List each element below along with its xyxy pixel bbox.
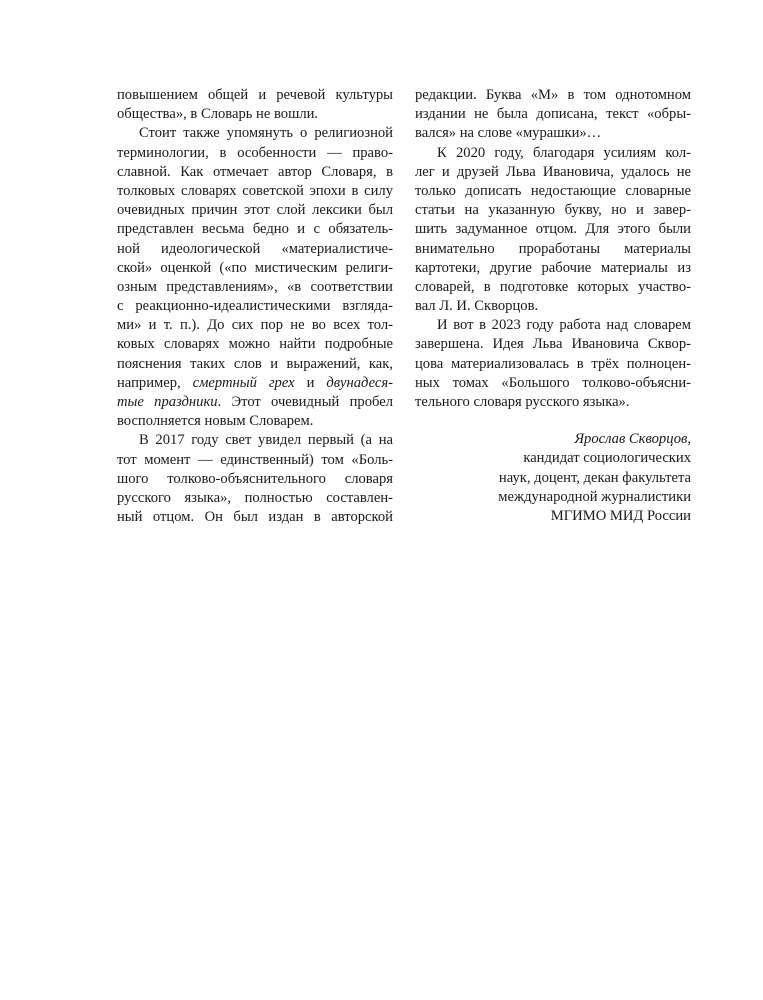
text-line: очевидных причин этот слой лексики был <box>117 202 393 219</box>
text-line: ный отцом. Он был издан в авторской <box>117 509 393 526</box>
paragraph-5 <box>415 144 691 317</box>
text-line: русского языка», полностью составлен- <box>117 489 393 506</box>
author-credentials: наук, доцент, декан факультета <box>498 469 691 486</box>
paragraph-6 <box>415 316 691 412</box>
author-credentials: международной журналистики <box>498 488 691 505</box>
italic-term: смертный грех <box>192 374 295 391</box>
text-line: ми» и т. п.). До сих пор не во всех тол- <box>117 317 393 334</box>
text-line: редакции. Буква «М» в том однотомном <box>415 87 691 103</box>
author-name-line <box>415 430 691 449</box>
text-line: общества», в Словарь не вошли. <box>117 106 319 123</box>
text-line: цова материализовалась в трёх полноцен- <box>415 355 691 372</box>
text-line: И вот в 2023 году работа над словарем <box>437 317 691 334</box>
text-line: шить задуманное отцом. Для этого были <box>415 221 691 238</box>
italic-term: двунадеся- <box>326 374 394 391</box>
italic-term: тые праздники <box>117 394 218 410</box>
text-run: и <box>306 374 315 391</box>
text-line: картотеки, другие рабочие материалы из <box>415 259 691 276</box>
text-line: толковых словарях советской эпохи в силу <box>117 182 393 199</box>
paragraph-2 <box>117 124 393 431</box>
text-line: завершена. Идея Льва Ивановича Сквор- <box>415 336 691 353</box>
text-line: только дописать недостающие словарные <box>415 182 691 199</box>
text-line: В 2017 году свет увидел первый (а на <box>139 432 393 449</box>
text-line: восполняется новым Словарем. <box>117 413 314 430</box>
text-line: ных томах «Большого толково-объясни- <box>415 374 691 391</box>
left-column <box>117 86 393 527</box>
text-run: например, <box>117 374 181 391</box>
text-line: пояснения таких слов и выражений, как, <box>117 355 393 372</box>
text-line: с реакционно-идеалистическими взгляда- <box>117 298 393 315</box>
text-line: вал Л. И. Скворцов. <box>415 298 539 315</box>
text-line: К 2020 году, благодаря усилиям кол- <box>437 144 691 161</box>
text-line: ковых словарях можно найти подробные <box>117 336 393 353</box>
text-line: внимательно проработаны материалы <box>415 240 691 257</box>
text-line: вался» на слове «мурашки»… <box>415 125 602 142</box>
text-line: лег и друзей Льва Ивановича, удалось не <box>415 163 691 180</box>
text-line: терминологии, в особенности — право- <box>117 144 393 161</box>
text-run: . Этот очевидный пробел <box>217 394 393 410</box>
text-line: озным представлениям», «в соответствии <box>117 278 393 295</box>
text-line <box>117 374 393 393</box>
right-column <box>415 86 691 526</box>
text-line: издании не была дописана, текст «обры- <box>415 106 691 123</box>
text-line: статьи на указанную букву, но и завер- <box>415 202 691 219</box>
text-line: шого толково-объяснительного словаря <box>117 470 393 487</box>
text-line: ской» оценкой («по мистическим религи- <box>117 259 393 276</box>
text-line: представлен весьма бедно и с обязатель- <box>117 221 393 238</box>
text-line: тельного словаря русского языка». <box>415 394 630 410</box>
text-line: славной. Как отмечает автор Словаря, в <box>117 163 393 180</box>
author-credentials: кандидат социологических <box>523 450 691 467</box>
text-line: повышением общей и речевой культуры <box>117 87 393 103</box>
text-run: , <box>687 431 691 448</box>
text-line: тот момент — единственный) том «Боль- <box>117 451 393 468</box>
text-line: словарей, в подготовке которых участво- <box>415 278 691 295</box>
paragraph-4 <box>415 86 691 144</box>
text-line <box>117 393 393 412</box>
text-line: ной идеологической «материалистиче- <box>117 240 393 257</box>
author-credentials: МГИМО МИД России <box>550 507 691 524</box>
paragraph-1 <box>117 86 393 124</box>
author-name: Ярослав Скворцов <box>574 431 688 448</box>
text-line: Стоит также упомянуть о религиозной <box>139 125 393 142</box>
author-signature <box>415 430 691 526</box>
paragraph-3 <box>117 431 393 527</box>
